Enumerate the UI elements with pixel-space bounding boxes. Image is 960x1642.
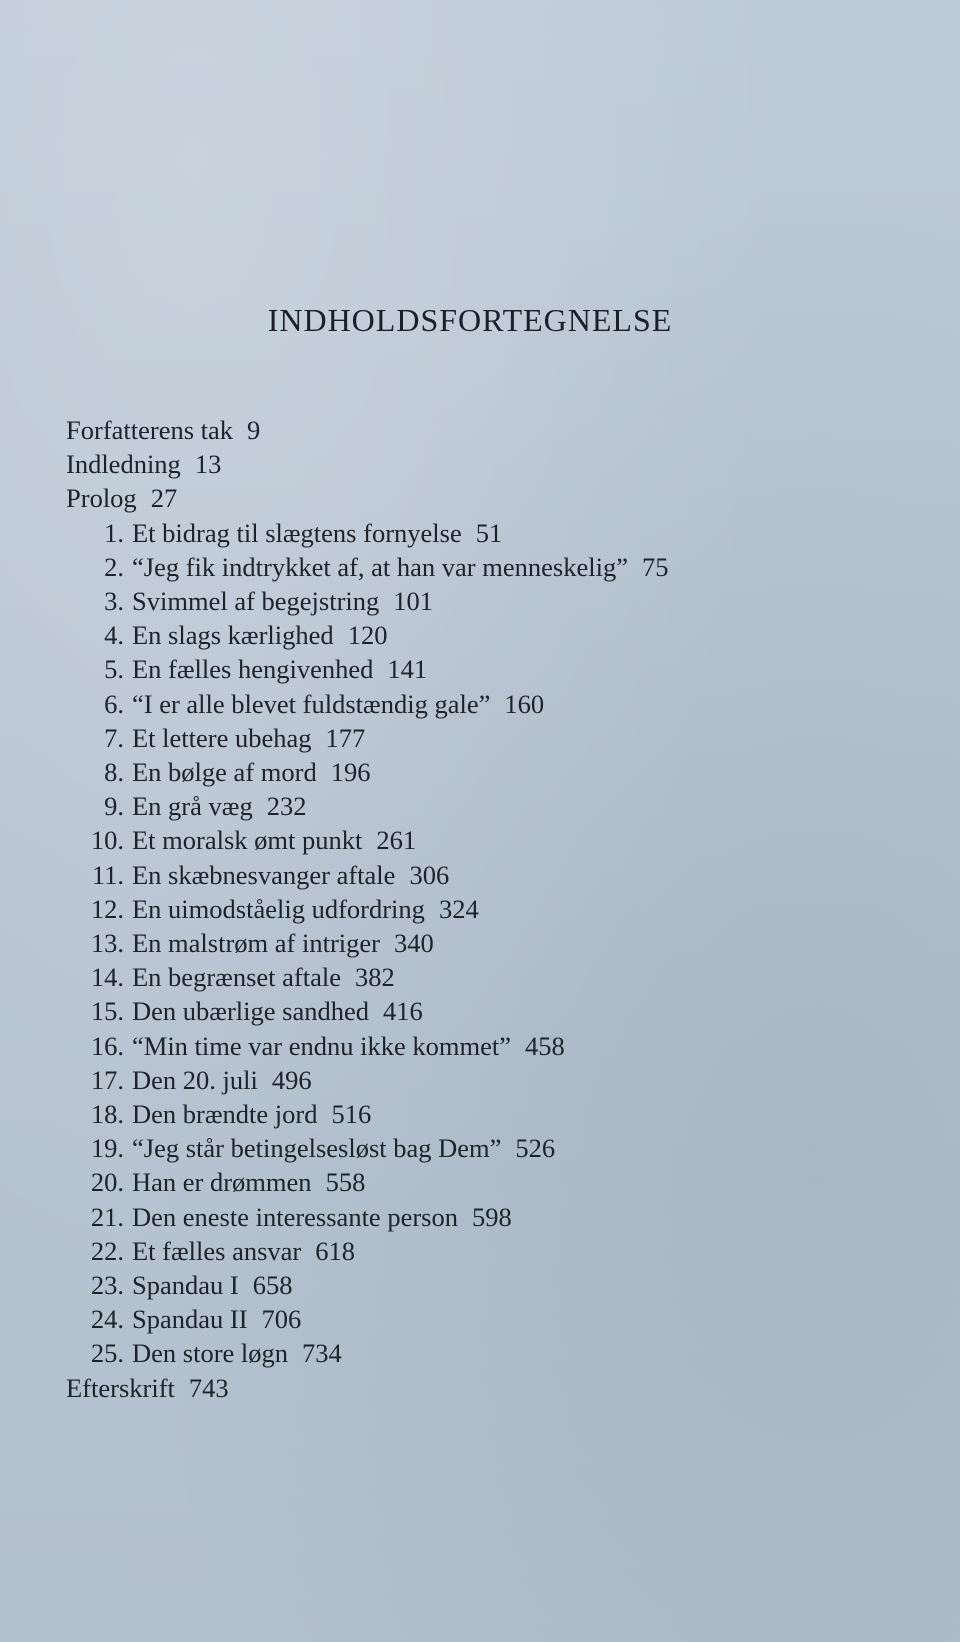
toc-entry-title: Indledning: [66, 449, 181, 480]
chapter-number: 8.: [104, 757, 124, 788]
toc-chapter: [66, 550, 926, 584]
toc-chapter: [66, 1029, 926, 1063]
chapter-title: Den 20. juli: [132, 1064, 258, 1095]
chapter-title: Et fælles ansvar: [132, 1235, 302, 1266]
toc-chapter: [66, 1336, 926, 1370]
chapter-page: 261: [376, 825, 417, 856]
chapter-page: 75: [641, 551, 669, 582]
toc-chapter: [66, 926, 926, 960]
chapter-title: En bølge af mord: [132, 757, 317, 788]
chapter-page: 658: [252, 1270, 293, 1301]
chapter-number: 2.: [104, 551, 124, 582]
chapter-title: En uimodståelig udfordring: [132, 893, 425, 924]
chapter-number: 7.: [104, 722, 124, 753]
chapter-number: 15.: [90, 996, 124, 1027]
chapter-page: 340: [394, 928, 434, 959]
chapter-page: 598: [471, 1201, 512, 1232]
toc-chapter: [66, 1302, 926, 1336]
chapter-number: 10.: [90, 825, 124, 856]
toc-chapter: [66, 1063, 926, 1097]
chapter-number: 11.: [91, 859, 124, 890]
chapter-title: Spandau II: [132, 1304, 248, 1335]
chapter-number: 23.: [90, 1270, 124, 1301]
toc-chapter: [66, 1097, 926, 1131]
chapter-number: 9.: [104, 791, 124, 822]
chapter-page: 160: [504, 688, 545, 719]
toc-chapter: [66, 994, 926, 1028]
toc-entry-page: 743: [188, 1372, 229, 1403]
chapter-title: “I er alle blevet fuldstændig gale”: [132, 688, 491, 719]
chapter-title: En skæbnesvanger aftale: [132, 859, 396, 890]
chapter-title: Den store løgn: [132, 1338, 289, 1369]
chapter-title: En begrænset aftale: [132, 962, 341, 993]
toc-entry-title: Forfatterens tak: [66, 415, 234, 445]
chapter-number: 22.: [90, 1235, 124, 1266]
toc-entry: [66, 413, 926, 447]
chapter-title: “Jeg står betingelsesløst bag Dem”: [132, 1133, 502, 1164]
chapter-title: “Jeg fik indtrykket af, at han var menneskelig”: [132, 551, 628, 582]
chapter-page: 196: [330, 757, 371, 788]
chapter-title: Den ubærlige sandhed: [132, 996, 369, 1027]
chapter-number: 3.: [104, 586, 124, 617]
chapter-title: Den eneste interessante person: [132, 1201, 458, 1232]
chapter-page: 496: [271, 1064, 312, 1095]
toc-chapter: [66, 789, 926, 823]
chapter-page: 734: [302, 1338, 342, 1369]
chapter-number: 24.: [90, 1304, 124, 1335]
chapter-page: 526: [515, 1133, 556, 1164]
chapter-page: 324: [438, 893, 479, 924]
toc-chapter: [66, 1165, 926, 1199]
chapter-page: 306: [409, 859, 450, 890]
toc-chapter: [66, 584, 926, 618]
toc-chapter: [66, 1234, 926, 1268]
chapter-page: 382: [354, 962, 395, 993]
chapter-title: Han er drømmen: [132, 1167, 312, 1198]
toc-entry-page: 9: [247, 415, 261, 445]
toc-chapter: [66, 823, 926, 857]
toc-chapter: [66, 1200, 926, 1234]
toc-chapter: [66, 652, 926, 686]
chapter-number: 13.: [90, 928, 124, 959]
table-of-contents: [66, 413, 926, 1405]
chapter-number: 19.: [90, 1133, 124, 1164]
chapter-number: 18.: [90, 1099, 124, 1130]
chapter-page: 120: [347, 620, 388, 651]
toc-chapter: [66, 1268, 926, 1302]
toc-entry: [66, 481, 926, 515]
toc-chapter: [66, 755, 926, 789]
chapter-number: 16.: [90, 1030, 124, 1061]
toc-chapter: [66, 687, 926, 721]
chapter-title: Et lettere ubehag: [132, 722, 312, 753]
toc-chapter: [66, 618, 926, 652]
toc-chapter: [66, 892, 926, 926]
chapter-number: 21.: [90, 1201, 124, 1232]
toc-chapter: [66, 1131, 926, 1165]
chapter-title: En fælles hengivenhed: [132, 654, 374, 685]
chapter-page: 618: [315, 1235, 356, 1266]
chapter-number: 4.: [104, 620, 124, 651]
toc-entry: [66, 447, 926, 481]
toc-entry-page: 27: [150, 483, 178, 514]
chapter-page: 177: [325, 722, 366, 753]
chapter-page: 558: [325, 1167, 366, 1198]
chapter-number: 6.: [104, 688, 124, 719]
toc-entry-title: Efterskrift: [66, 1372, 175, 1403]
chapter-title: Den brændte jord: [132, 1099, 318, 1130]
toc-chapter: [66, 721, 926, 755]
page-title: INDHOLDSFORTEGNELSE: [267, 302, 673, 338]
toc-chapter: [66, 960, 926, 994]
chapter-title: En grå væg: [132, 791, 253, 822]
chapter-number: 17.: [90, 1064, 124, 1095]
toc-entry: [66, 1371, 926, 1405]
chapter-title: En malstrøm af intriger: [132, 928, 380, 959]
chapter-title: “Min time var endnu ikke kommet”: [132, 1030, 511, 1061]
chapter-title: Et moralsk ømt punkt: [132, 825, 363, 856]
chapter-title: Spandau I: [132, 1270, 239, 1301]
chapter-number: 5.: [104, 654, 124, 685]
chapter-number: 20.: [90, 1167, 124, 1198]
chapter-page: 416: [382, 996, 423, 1027]
chapter-page: 232: [266, 791, 307, 822]
toc-entry-title: Prolog: [66, 483, 137, 514]
chapter-number: 1.: [104, 517, 124, 548]
chapter-page: 706: [261, 1304, 302, 1335]
toc-chapter: [66, 858, 926, 892]
chapter-page: 51: [475, 517, 503, 548]
chapter-number: 25.: [90, 1338, 124, 1369]
chapter-title: Svimmel af begejstring: [132, 586, 380, 617]
chapter-page: 458: [525, 1030, 565, 1061]
toc-chapter: [66, 516, 926, 550]
chapter-number: 14.: [90, 962, 124, 993]
chapter-page: 101: [393, 586, 434, 617]
chapter-title: En slags kærlighed: [132, 620, 334, 651]
toc-entry-page: 13: [194, 449, 222, 480]
chapter-page: 141: [387, 654, 428, 685]
chapter-number: 12.: [90, 893, 124, 924]
chapter-title: Et bidrag til slægtens fornyelse: [132, 517, 462, 548]
chapter-page: 516: [331, 1099, 372, 1130]
